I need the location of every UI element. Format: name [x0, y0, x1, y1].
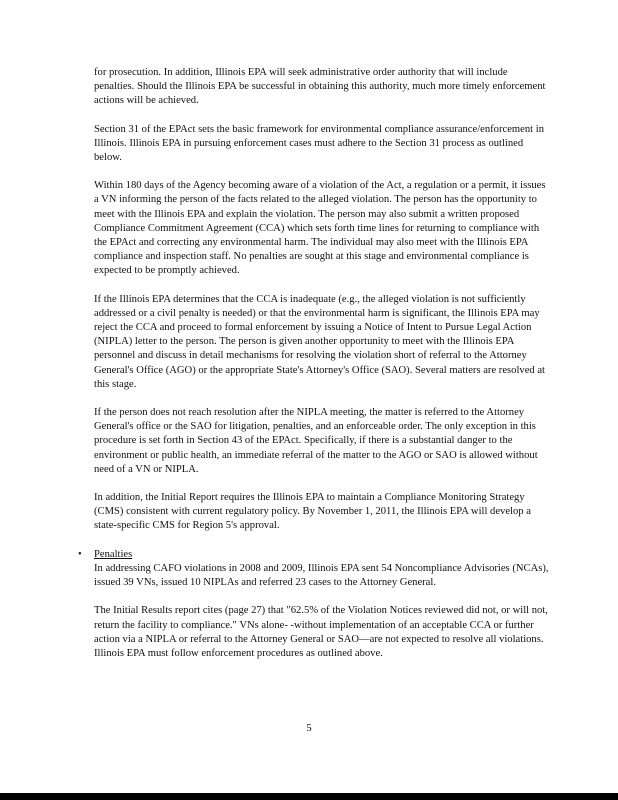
paragraph-cca-inadequate: If the Illinois EPA determines that the CCA is inadequate (e.g., the alleged violation is not sufficiently addressed or a civil penalty is needed) or that the environmental harm is significant, the Illinois EPA may reject the CCA and proceed to formal enforcement by issuing a Notice of Intent to Pursue Legal Action (NIPLA) letter to the person. The person is given another opportunity to meet with the Illinois EPA personnel and discuss in detail mechanisms for resolving the violation short of referral to the Attorney General's Office (AGO) or the appropriate State's Attorney's Office (SAO). Several matters are resolved at this stage. [94, 293, 545, 390]
paragraph-initial-results: The Initial Results report cites (page 27) that "62.5% of the Violation Notices reviewed did not, or will not, return the facility to compliance." VNs alone- -without implementation of an acceptable CCA or further action via a NIPLA or referral to the Attorney General or SAO—are not expected to resolve all violations. Illinois EPA must follow enforcement procedures as outlined above. [94, 605, 548, 659]
paragraph-section-31: Section 31 of the EPAct sets the basic framework for environmental compliance assurance/enforcement in Illinois. Illinois EPA in pursuing enforcement cases must adhere to the Section 31 process as outlined below. [94, 123, 544, 164]
paragraph-referral: If the person does not reach resolution after the NIPLA meeting, the matter is referred to the Attorney General's office or the SAO for litigation, penalties, and an enforceable order. The only exception in this procedure is set forth in Section 43 of the EPAct. Specifically, if there is a substantial danger to the environment or public health, an immediate referral of the matter to the AGO or SAO is allowed without need of a VN or NIPLA. [94, 407, 538, 475]
bottom-border [0, 793, 618, 800]
bullet-icon: • [78, 548, 82, 560]
penalties-heading: Penalties [94, 548, 133, 560]
paragraph-cms: In addition, the Initial Report requires the Illinois EPA to maintain a Compliance Monitoring Strategy (CMS) consistent with current regulatory policy. By November 1, 2011, the Illinois EPA will develop a state-specific CMS for Region 5's approval. [94, 492, 531, 532]
paragraph-prosecution: for prosecution. In addition, Illinois EPA will seek administrative order authority that will include penalties. Should the Illinois EPA be successful in obtaining this authority, much more timely enforcement actions will be achieved. [94, 67, 546, 107]
penalties-section [78, 548, 549, 661]
paragraph-cafo-violations: In addressing CAFO violations in 2008 and 2009, Illinois EPA sent 54 Noncompliance Advisories (NCAs), issued 39 VNs, issued 10 NIPLAs and referred 23 cases to the Attorney General. [94, 562, 549, 589]
page-body [78, 66, 549, 675]
paragraph-violation-notice: Within 180 days of the Agency becoming aware of a violation of the Act, a regulation or a permit, it issues a VN informing the person of the facts related to the alleged violation. The person has the opportunity to meet with the Illinois EPA and explain the violation. The person may also submit a written proposed Compliance Commitment Agreement (CCA) which sets forth time lines for returning to compliance with the EPAct and correcting any environmental harm. The individual may also meet with the Illinois EPA compliance and inspection staff. No penalties are sought at this stage and environmental compliance is expected to be promptly achieved. [94, 180, 546, 277]
page-number: 5 [306, 723, 312, 734]
